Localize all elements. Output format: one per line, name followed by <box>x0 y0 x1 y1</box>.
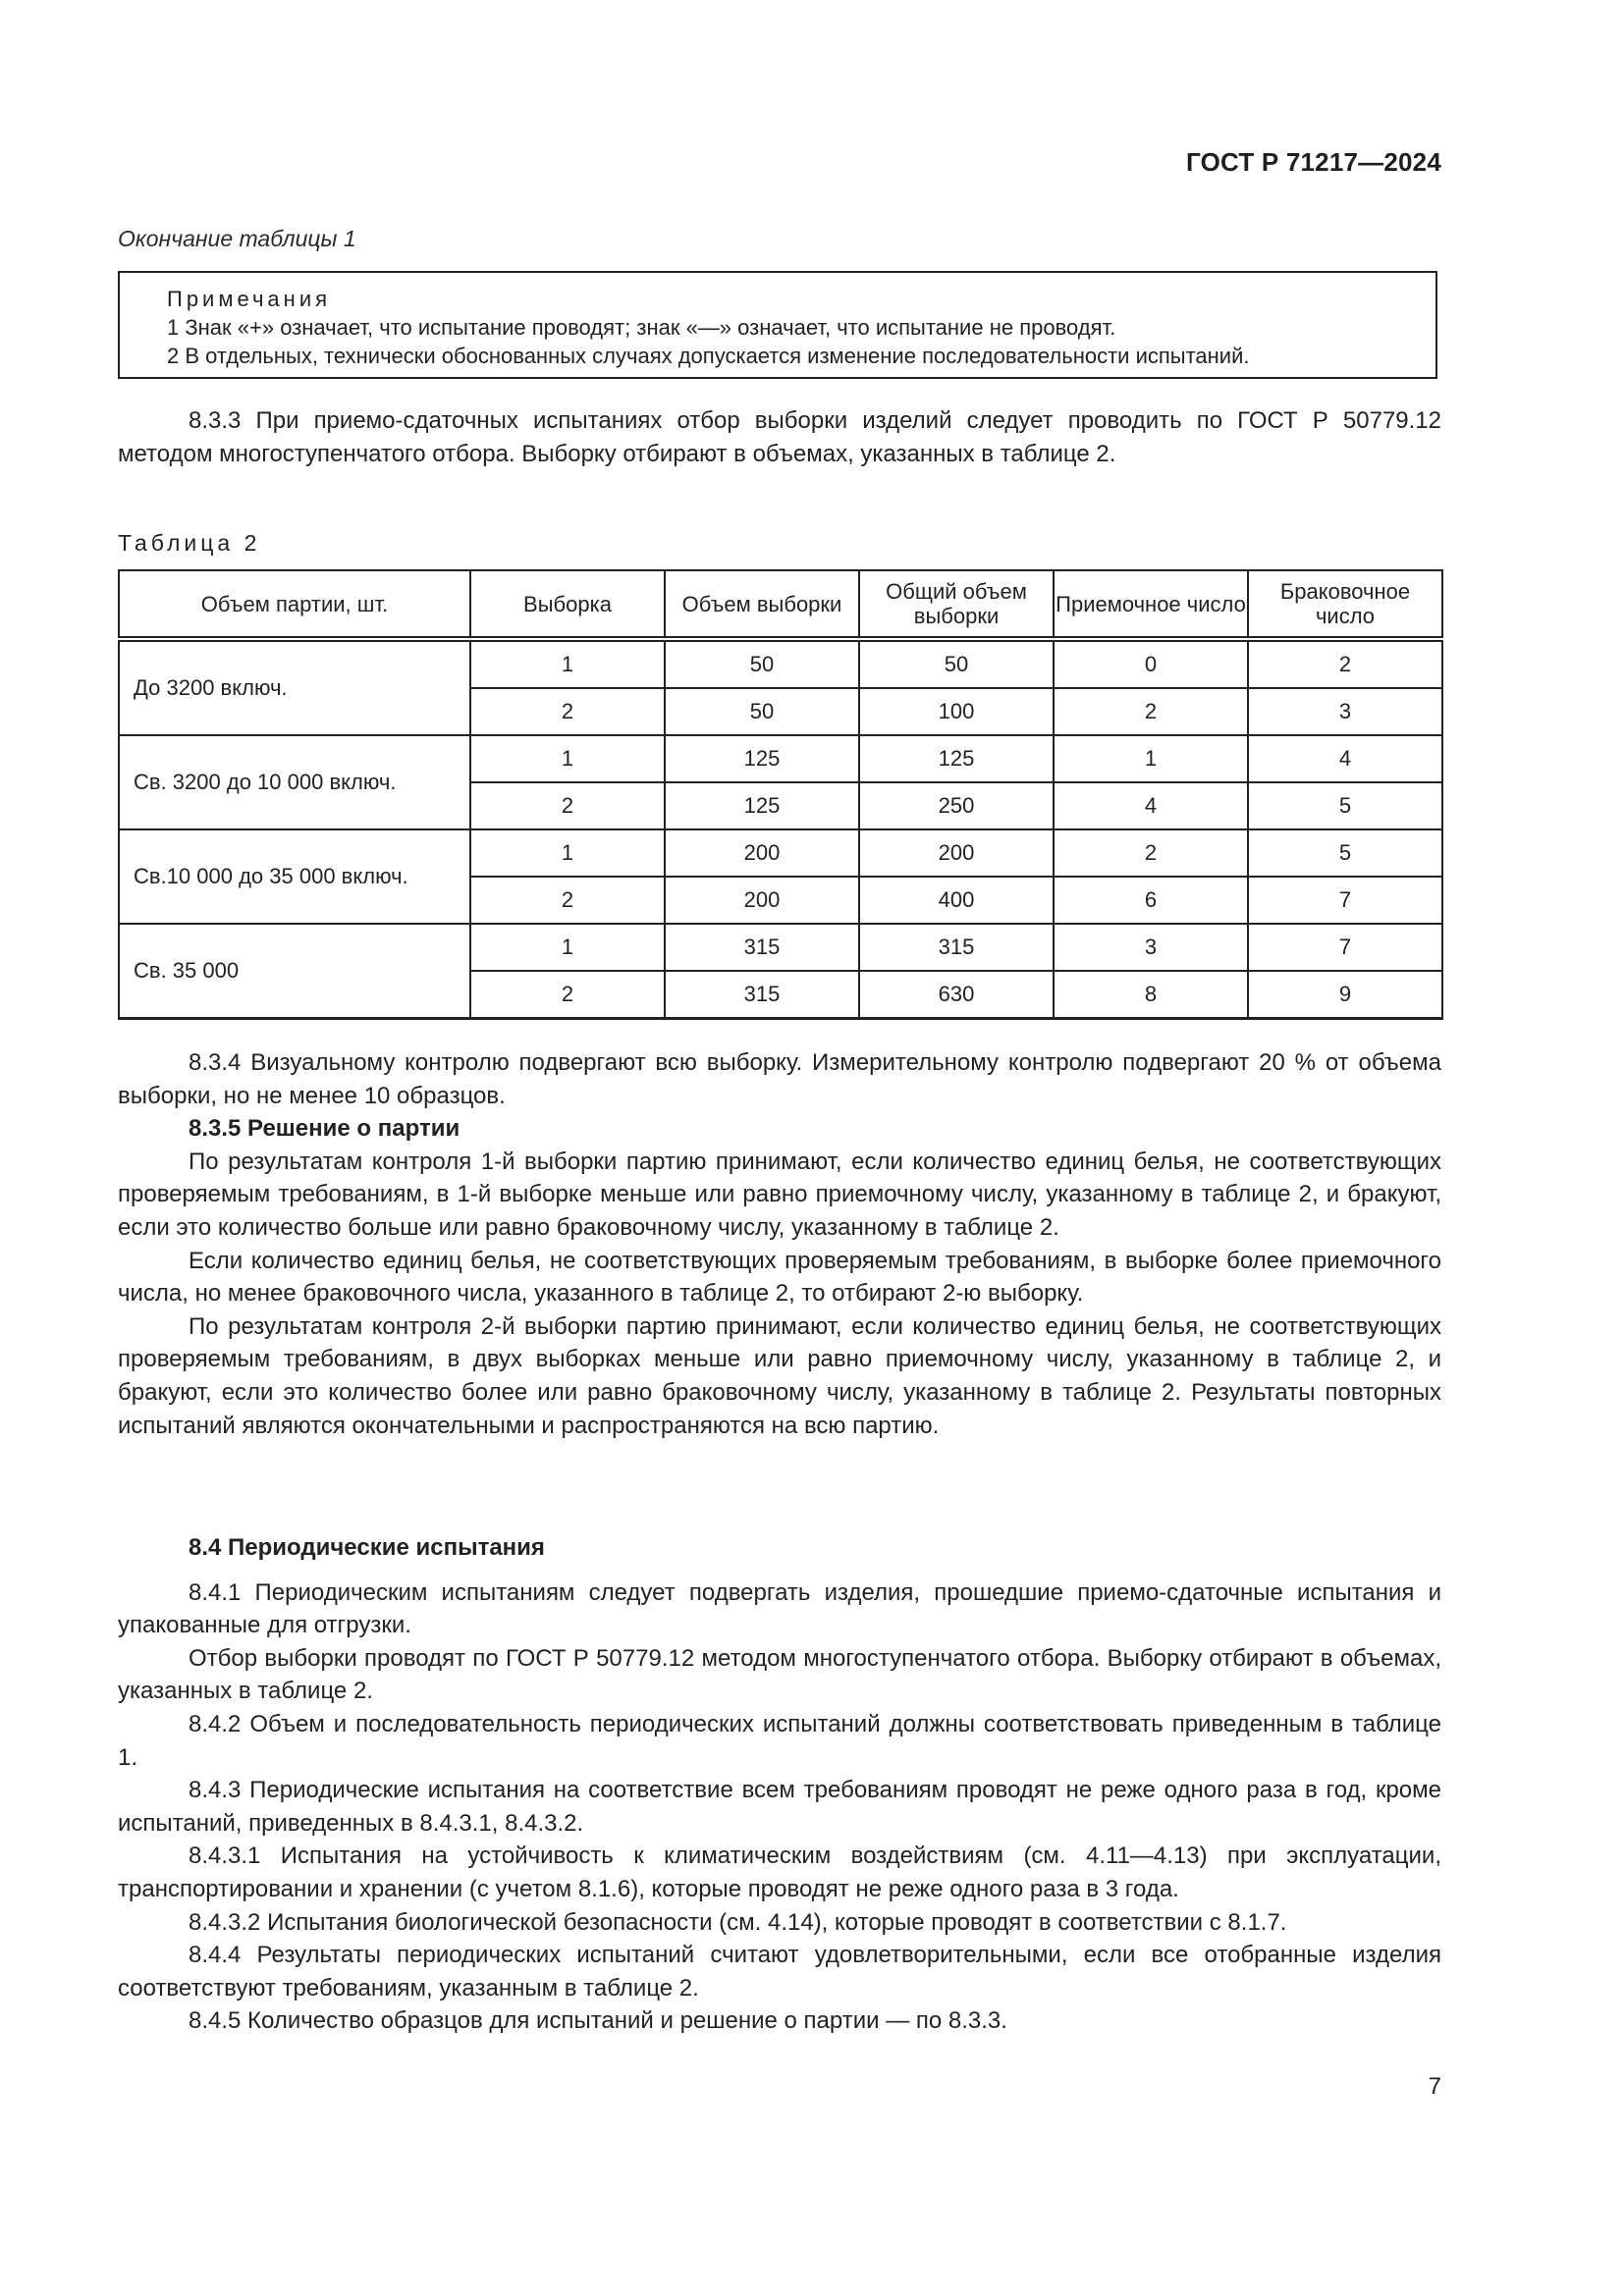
total-sample-size-cell: 200 <box>859 829 1054 877</box>
paragraph-8-3-3: 8.3.3 При приемо-сдаточных испытаниях отбор выборки изделий следует проводить по ГОСТ Р 50779.12 методом многоступенчатого отбора. Выборку отбирают в объемах, указанных в таблице 2. <box>118 407 1441 467</box>
header-lot-size: Объем партии, шт. <box>119 570 470 639</box>
lot-size-cell: Св. 3200 до 10 000 включ. <box>119 735 470 829</box>
lot-size-cell: До 3200 включ. <box>119 639 470 735</box>
acceptance-number-cell: 6 <box>1054 877 1248 924</box>
sample-size-cell: 315 <box>665 971 859 1019</box>
table2-caption: Таблица 2 <box>118 530 261 556</box>
sample-cell: 1 <box>470 924 665 971</box>
paragraph-8-4-4: 8.4.4 Результаты периодических испытаний считают удовлетворительными, если все отобранные изделия соответствуют требованиям, указанным в таблице 2. <box>118 1942 1441 2002</box>
total-sample-size-cell: 630 <box>859 971 1054 1019</box>
table-row <box>119 829 1442 877</box>
acceptance-number-cell: 8 <box>1054 971 1248 1019</box>
paragraph-8-4-3-1: 8.4.3.1 Испытания на устойчивость к климатическим воздействиям (см. 4.11—4.13) при эксплуатации, транспортировании и хранении (с учетом 8.1.6), которые проводят не реже одного раза в 3 года. <box>118 1842 1441 1902</box>
note-item: 2 В отдельных, технически обоснованных случаях допускается изменение последовательности испытаний. <box>167 344 1250 368</box>
page-number: 7 <box>1428 2073 1441 2100</box>
section-8-4 <box>118 1531 1441 2038</box>
sample-cell: 2 <box>470 971 665 1019</box>
header-sample: Выборка <box>470 570 665 639</box>
table-row <box>119 639 1442 688</box>
total-sample-size-cell: 400 <box>859 877 1054 924</box>
sample-size-cell: 200 <box>665 829 859 877</box>
paragraph-8-4-5: 8.4.5 Количество образцов для испытаний и решение о партии — по 8.3.3. <box>189 2007 1007 2035</box>
rejection-number-cell: 5 <box>1248 829 1442 877</box>
acceptance-number-cell: 1 <box>1054 735 1248 782</box>
sample-cell: 1 <box>470 639 665 688</box>
sample-cell: 1 <box>470 829 665 877</box>
section-8-3-3 <box>118 404 1441 470</box>
paragraph-8-3-5-a: По результатам контроля 1-й выборки партию принимают, если количество единиц белья, не соответствующих проверяемым требованиям, в 1-й выборке меньше или равно приемочному числу, указанному в таблице 2, и бракуют, если это количество больше или равно браковочному числу, указанному в таблице 2. <box>118 1148 1441 1241</box>
section-8-3-4-to-8-3-5 <box>118 1046 1441 1442</box>
total-sample-size-cell: 125 <box>859 735 1054 782</box>
table-row <box>119 735 1442 782</box>
heading-8-4: 8.4 Периодические испытания <box>189 1534 545 1561</box>
lot-size-cell: Св. 35 000 <box>119 924 470 1019</box>
sample-size-cell: 315 <box>665 924 859 971</box>
rejection-number-cell: 9 <box>1248 971 1442 1019</box>
rejection-number-cell: 7 <box>1248 877 1442 924</box>
paragraph-8-3-4: 8.3.4 Визуальному контролю подвергают всю выборку. Измерительному контролю подвергают 20 % от объема выборки, но не менее 10 образцов. <box>118 1049 1441 1109</box>
acceptance-number-cell: 3 <box>1054 924 1248 971</box>
sample-size-cell: 125 <box>665 782 859 829</box>
paragraph-8-4-3: 8.4.3 Периодические испытания на соответствие всем требованиям проводят не реже одного раза в год, кроме испытаний, приведенных в 8.4.3.1, 8.4.3.2. <box>118 1777 1441 1837</box>
rejection-number-cell: 5 <box>1248 782 1442 829</box>
sample-cell: 1 <box>470 735 665 782</box>
sample-size-cell: 50 <box>665 639 859 688</box>
header-sample-size: Объем выборки <box>665 570 859 639</box>
document-code-header: ГОСТ Р 71217—2024 <box>1186 147 1441 177</box>
table-header-row <box>119 570 1442 639</box>
header-total-sample-size: Общий объем выборки <box>859 570 1054 639</box>
header-acceptance-number: Приемочное число <box>1054 570 1248 639</box>
paragraph-8-3-5-c: По результатам контроля 2-й выборки партию принимают, если количество единиц белья, не соответствующих проверяемым требованиям, в двух выборках меньше или равно приемочному числу, указанному в таблице 2, и бракуют, если это количество более или равно браковочному числу, указанному в таблице 2. Результаты повторных испытаний являются окончательными и распространяются на всю партию. <box>118 1312 1441 1439</box>
rejection-number-cell: 2 <box>1248 639 1442 688</box>
total-sample-size-cell: 50 <box>859 639 1054 688</box>
sample-size-cell: 200 <box>665 877 859 924</box>
table-2 <box>118 569 1443 1020</box>
rejection-number-cell: 7 <box>1248 924 1442 971</box>
acceptance-number-cell: 2 <box>1054 829 1248 877</box>
total-sample-size-cell: 250 <box>859 782 1054 829</box>
table-row <box>119 924 1442 971</box>
paragraph-8-3-5-b: Если количество единиц белья, не соответствующих проверяемым требованиям, в выборке более приемочного числа, но менее браковочного числа, указанного в таблице 2, то отбирают 2-ю выборку. <box>118 1247 1441 1308</box>
paragraph-8-4-2: 8.4.2 Объем и последовательность периодических испытаний должны соответствовать приведенным в таблице 1. <box>118 1710 1441 1771</box>
paragraph-8-4-1: 8.4.1 Периодическим испытаниям следует подвергать изделия, прошедшие приемо-сдаточные испытания и упакованные для отгрузки. <box>118 1578 1441 1639</box>
notes-title: Примечания <box>167 287 332 311</box>
paragraph-8-4-3-2: 8.4.3.2 Испытания биологической безопасности (см. 4.14), которые проводят в соответствии с 8.1.7. <box>189 1908 1287 1936</box>
rejection-number-cell: 3 <box>1248 688 1442 735</box>
acceptance-number-cell: 4 <box>1054 782 1248 829</box>
sample-size-cell: 125 <box>665 735 859 782</box>
acceptance-number-cell: 0 <box>1054 639 1248 688</box>
note-item: 1 Знак «+» означает, что испытание проводят; знак «—» означает, что испытание не проводят. <box>167 315 1116 340</box>
sample-size-cell: 50 <box>665 688 859 735</box>
paragraph-8-4-1-b: Отбор выборки проводят по ГОСТ Р 50779.12 методом многоступенчатого отбора. Выборку отбирают в объемах, указанных в таблице 2. <box>118 1644 1441 1705</box>
heading-8-3-5: 8.3.5 Решение о партии <box>189 1115 460 1143</box>
total-sample-size-cell: 100 <box>859 688 1054 735</box>
table1-notes-box <box>118 271 1437 379</box>
rejection-number-cell: 4 <box>1248 735 1442 782</box>
table1-end-caption: Окончание таблицы 1 <box>118 226 356 251</box>
sample-cell: 2 <box>470 782 665 829</box>
acceptance-number-cell: 2 <box>1054 688 1248 735</box>
header-rejection-number: Браковочное число <box>1248 570 1442 639</box>
sample-cell: 2 <box>470 877 665 924</box>
sample-cell: 2 <box>470 688 665 735</box>
total-sample-size-cell: 315 <box>859 924 1054 971</box>
lot-size-cell: Св.10 000 до 35 000 включ. <box>119 829 470 924</box>
